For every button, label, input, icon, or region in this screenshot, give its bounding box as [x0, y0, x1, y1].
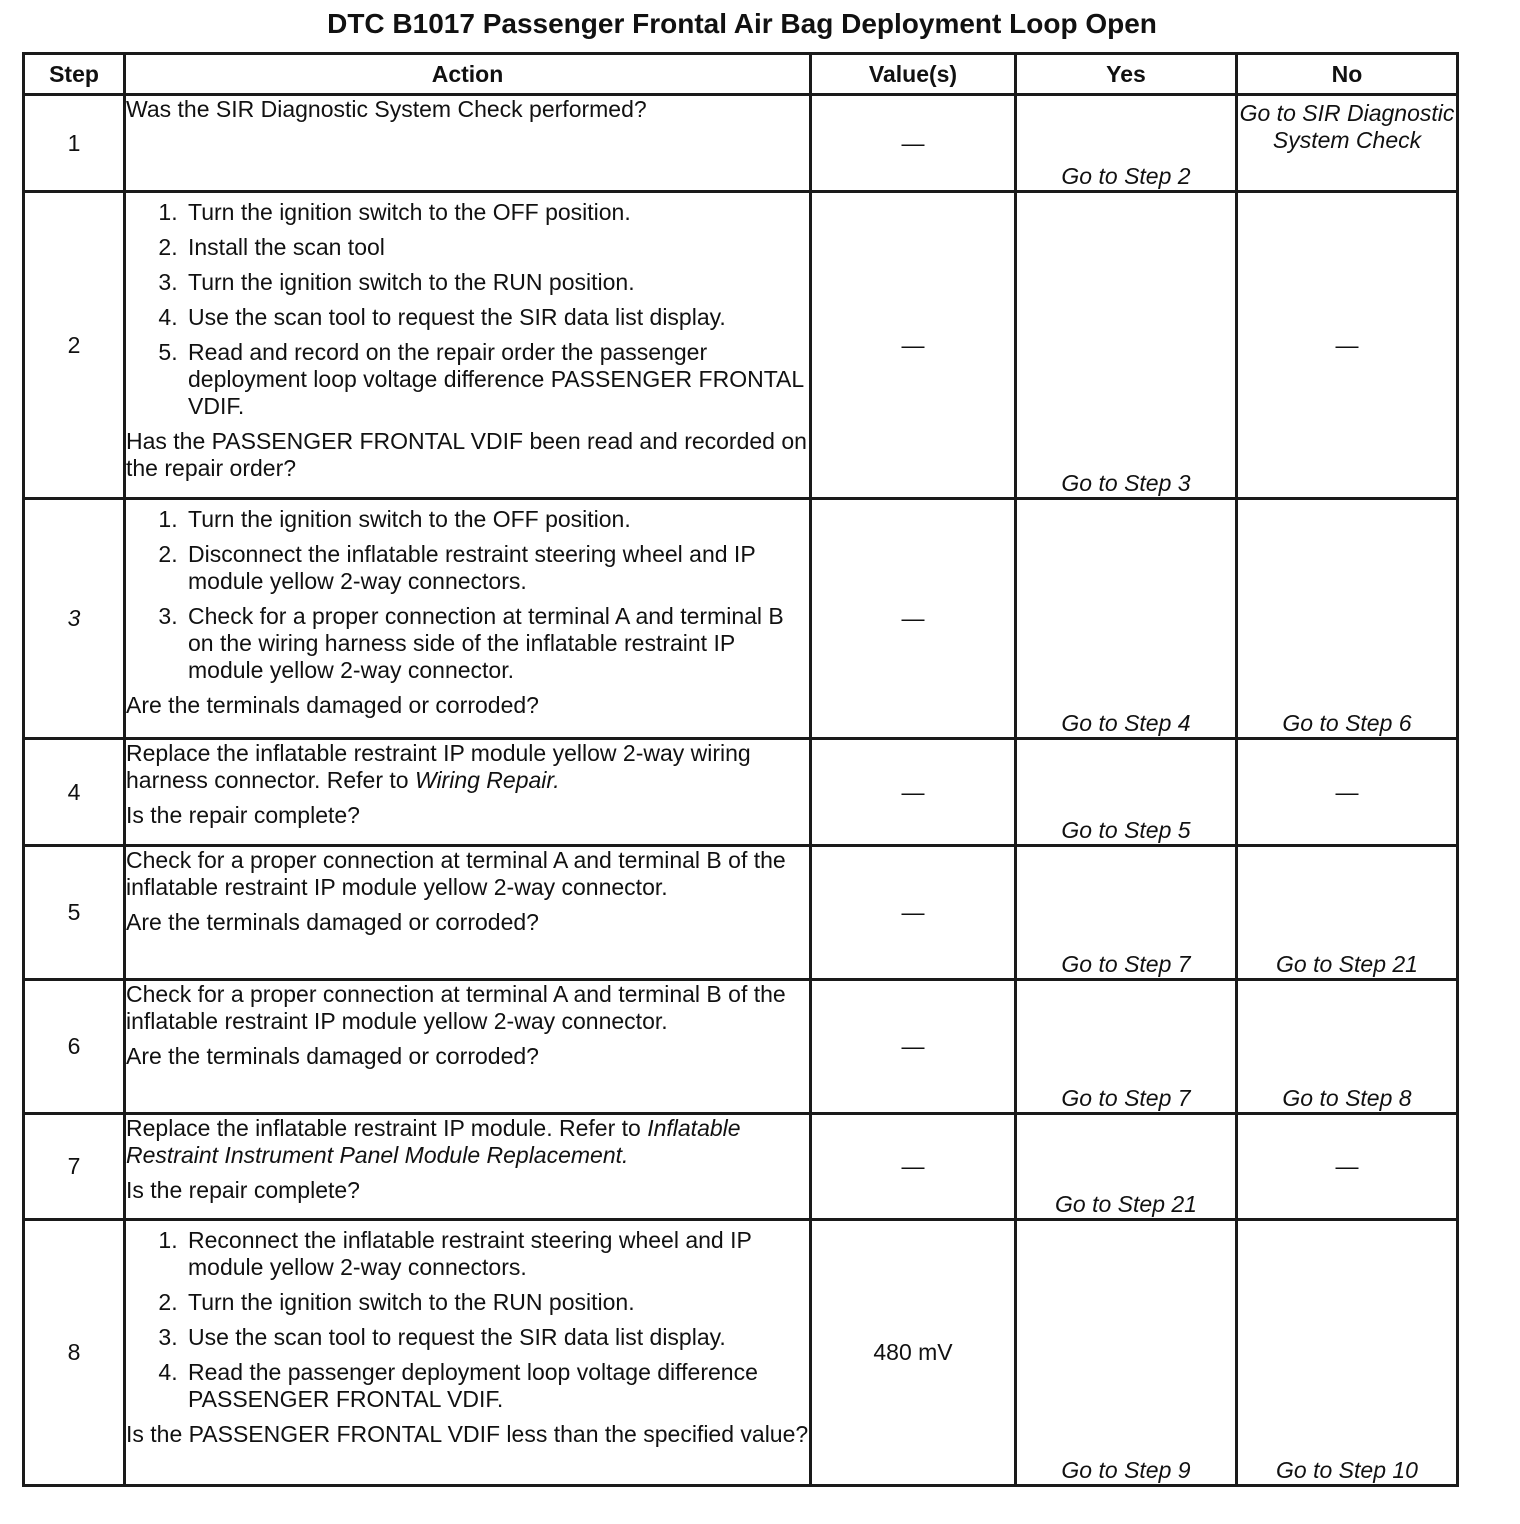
yes-cell: Go to Step 7 — [1016, 846, 1237, 980]
table-row — [24, 95, 1458, 192]
action-cell — [125, 499, 811, 739]
step-number: 1 — [24, 95, 125, 192]
table-row — [24, 192, 1458, 499]
action-step: 3. Check for a proper connection at terminal A and terminal B on the wiring harness side of the inflatable restraint IP module yellow 2-way connector. — [184, 603, 809, 684]
no-cell: Go to Step 6 — [1237, 499, 1458, 739]
step-number: 8 — [24, 1220, 125, 1486]
action-step: 1. Reconnect the inflatable restraint steering wheel and IP module yellow 2-way connectors. — [184, 1227, 809, 1281]
action-question: Is the PASSENGER FRONTAL VDIF less than the specified value? — [126, 1421, 809, 1447]
action-question: Is the repair complete? — [126, 1177, 360, 1203]
page-title: DTC B1017 Passenger Frontal Air Bag Deployment Loop Open — [327, 8, 1157, 39]
action-cell — [125, 739, 811, 846]
action-step: 4. Read the passenger deployment loop voltage difference PASSENGER FRONTAL VDIF. — [184, 1359, 809, 1413]
no-cell: Go to Step 10 — [1237, 1220, 1458, 1486]
action-text: Check for a proper connection at terminal A and terminal B of the inflatable restraint IP module yellow 2-way connector. — [126, 847, 786, 900]
header-action: Action — [125, 54, 811, 95]
action-question: Are the terminals damaged or corroded? — [126, 1043, 539, 1069]
no-cell: Go to Step 21 — [1237, 846, 1458, 980]
action-step: 3. Turn the ignition switch to the RUN position. — [184, 269, 809, 296]
action-text: Was the SIR Diagnostic System Check performed? — [126, 96, 647, 122]
action-steps-list — [126, 1227, 809, 1413]
header-values: Value(s) — [811, 54, 1016, 95]
value-cell: — — [811, 499, 1016, 739]
header-row — [24, 54, 1458, 95]
action-reference: Wiring Repair. — [414, 767, 560, 793]
action-text — [126, 740, 809, 794]
value-cell: — — [811, 95, 1016, 192]
yes-cell: Go to Step 5 — [1016, 739, 1237, 846]
value-cell: — — [811, 739, 1016, 846]
action-cell — [125, 95, 811, 192]
action-steps-list — [126, 199, 809, 420]
value-cell: — — [811, 1114, 1016, 1220]
action-step: 2. Disconnect the inflatable restraint steering wheel and IP module yellow 2-way connectors. — [184, 541, 809, 595]
step-number: 3 — [24, 499, 125, 739]
no-cell: Go to Step 8 — [1237, 980, 1458, 1114]
action-step: 1. Turn the ignition switch to the OFF position. — [184, 199, 809, 226]
action-cell — [125, 1114, 811, 1220]
action-text-main: Replace the inflatable restraint IP module yellow 2-way wiring harness connector. Refer to — [126, 740, 751, 793]
table-row — [24, 1220, 1458, 1486]
value-cell: — — [811, 192, 1016, 499]
step-number: 7 — [24, 1114, 125, 1220]
yes-cell: Go to Step 7 — [1016, 980, 1237, 1114]
header-step: Step — [24, 54, 125, 95]
action-question: Are the terminals damaged or corroded? — [126, 909, 539, 935]
yes-cell: Go to Step 21 — [1016, 1114, 1237, 1220]
action-step: 2. Turn the ignition switch to the RUN position. — [184, 1289, 809, 1316]
action-step: 4. Use the scan tool to request the SIR data list display. — [184, 304, 809, 331]
no-cell: — — [1237, 192, 1458, 499]
action-question: Are the terminals damaged or corroded? — [126, 692, 539, 718]
action-cell — [125, 980, 811, 1114]
no-cell: — — [1237, 739, 1458, 846]
yes-cell: Go to Step 2 — [1016, 95, 1237, 192]
table-row — [24, 846, 1458, 980]
action-cell — [125, 1220, 811, 1486]
value-cell: 480 mV — [811, 1220, 1016, 1486]
table-row — [24, 739, 1458, 846]
action-text: Check for a proper connection at terminal A and terminal B of the inflatable restraint IP module yellow 2-way connector. — [126, 981, 786, 1034]
table-row — [24, 1114, 1458, 1220]
action-cell — [125, 846, 811, 980]
yes-cell: Go to Step 4 — [1016, 499, 1237, 739]
header-yes: Yes — [1016, 54, 1237, 95]
table-row — [24, 499, 1458, 739]
action-question: Is the repair complete? — [126, 802, 360, 828]
no-cell — [1237, 95, 1458, 192]
no-cell: — — [1237, 1114, 1458, 1220]
step-number: 5 — [24, 846, 125, 980]
yes-cell: Go to Step 9 — [1016, 1220, 1237, 1486]
step-number: 6 — [24, 980, 125, 1114]
action-text-main: Replace the inflatable restraint IP module. Refer to — [126, 1115, 648, 1141]
table-row — [24, 980, 1458, 1114]
action-question: Has the PASSENGER FRONTAL VDIF been read and recorded on the repair order? — [126, 428, 807, 481]
action-cell — [125, 192, 811, 499]
yes-cell: Go to Step 3 — [1016, 192, 1237, 499]
action-step: 3. Use the scan tool to request the SIR data list display. — [184, 1324, 809, 1351]
step-number: 4 — [24, 739, 125, 846]
no-reference: SIR Diagnostic System Check — [1272, 100, 1455, 153]
action-step: 2. Install the scan tool — [184, 234, 809, 261]
value-cell: — — [811, 846, 1016, 980]
header-no: No — [1237, 54, 1458, 95]
value-cell: — — [811, 980, 1016, 1114]
action-step: 5. Read and record on the repair order the passenger deployment loop voltage difference PASSENGER FRONTAL VDIF. — [184, 339, 809, 420]
step-number: 2 — [24, 192, 125, 499]
action-reference: Inflatable Restraint Instrument Panel Module Replacement. — [126, 1115, 741, 1168]
action-step: 1. Turn the ignition switch to the OFF position. — [184, 506, 809, 533]
no-prefix: Go to — [1239, 100, 1303, 126]
action-steps-list — [126, 506, 809, 684]
diagnostic-table — [22, 52, 1459, 1487]
action-text — [126, 1115, 809, 1169]
